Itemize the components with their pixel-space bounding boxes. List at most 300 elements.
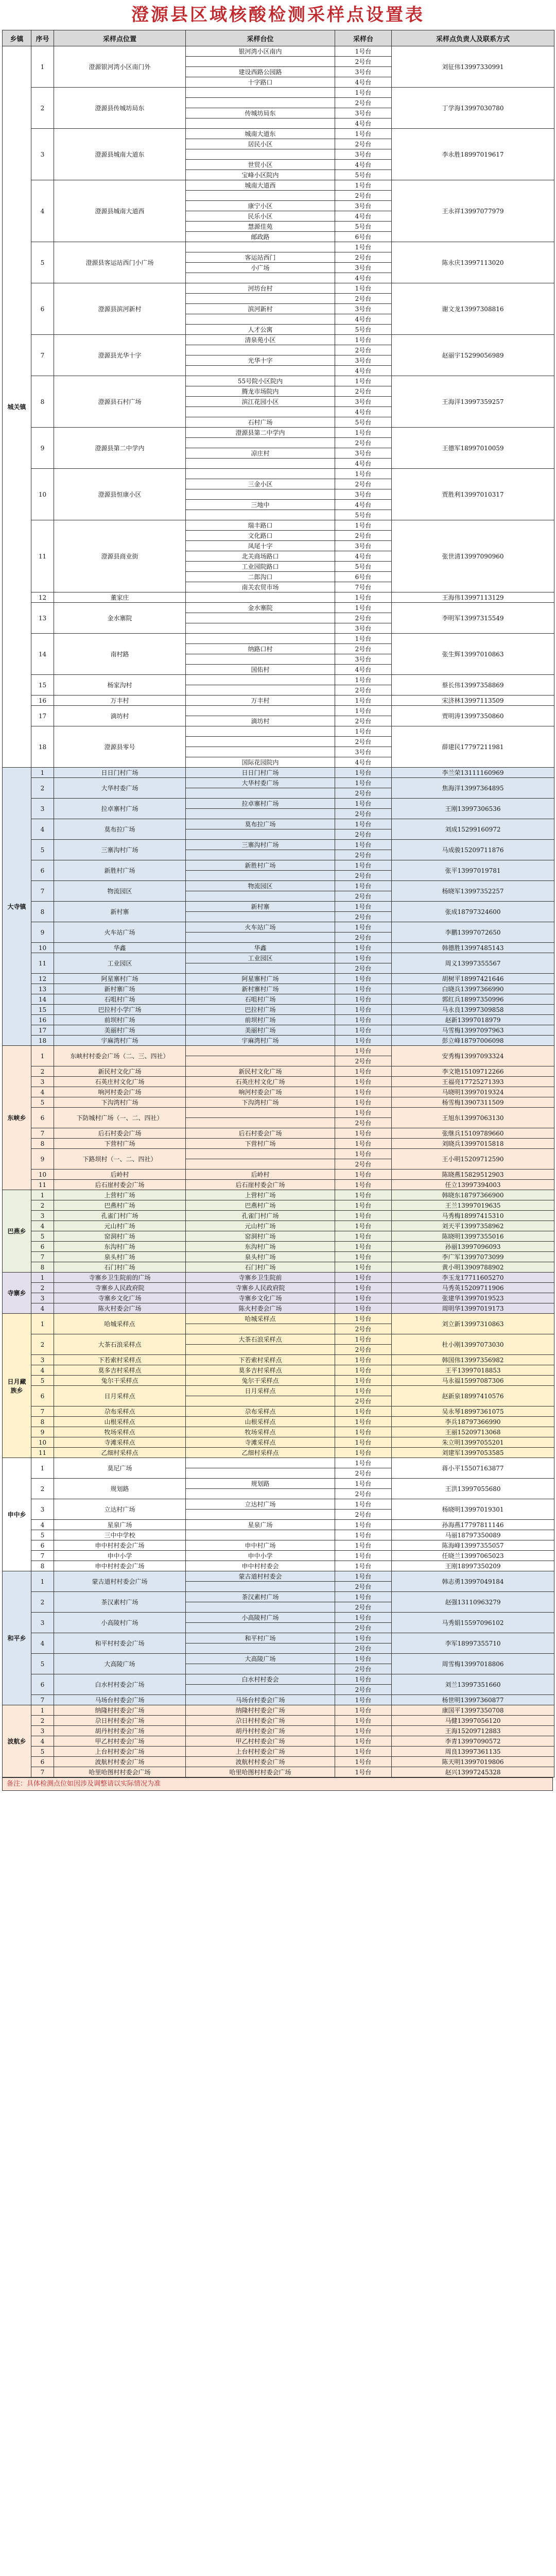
contact-cell: 刘天平13997358962 [392, 1221, 554, 1231]
contact-cell: 蒋小平15507163877 [392, 1458, 554, 1479]
index-cell: 4 [31, 1087, 54, 1097]
site-cell [186, 88, 335, 98]
town-cell: 东峡乡 [3, 1046, 31, 1190]
point-cell: 申中村村委会广场 [54, 1561, 186, 1571]
point-cell: 下防城村广场（一、二、四社） [54, 1108, 186, 1128]
table-row [3, 1262, 554, 1273]
stall-cell: 2号台 [335, 1685, 392, 1695]
point-cell: 石咀村广场 [54, 994, 186, 1005]
site-cell [186, 871, 335, 881]
sampling-site-table [2, 30, 554, 1777]
stall-cell: 2号台 [335, 479, 392, 489]
table-row [3, 1448, 554, 1458]
stall-cell: 1号台 [335, 1149, 392, 1159]
contact-cell: 李军18997355710 [392, 1633, 554, 1654]
stall-cell: 4号台 [335, 665, 392, 675]
table-row [3, 1005, 554, 1015]
stall-cell: 4号台 [335, 366, 392, 376]
table-row [3, 1571, 554, 1582]
stall-cell: 1号台 [335, 1036, 392, 1046]
site-cell [186, 191, 335, 201]
point-cell: 响河村委会广场 [54, 1087, 186, 1097]
stall-cell: 2号台 [335, 891, 392, 902]
site-cell: 牧场采样点 [186, 1427, 335, 1437]
site-cell [186, 1108, 335, 1118]
stall-cell: 3号台 [335, 355, 392, 366]
site-cell: 窑洞村广场 [186, 1231, 335, 1242]
site-cell: 寺寨乡文化广场 [186, 1293, 335, 1303]
site-cell: 日日门村广场 [186, 768, 335, 778]
index-cell: 13 [31, 984, 54, 994]
point-cell: 牧场采样点 [54, 1427, 186, 1437]
table-row [3, 1458, 554, 1468]
contact-cell: 胡树平18997421646 [392, 974, 554, 984]
stall-cell: 3号台 [335, 541, 392, 551]
point-cell: 澄源县第二中学内 [54, 428, 186, 469]
point-cell: 胡丹村村委会广场 [54, 1726, 186, 1736]
site-cell: 大华村委广场 [186, 778, 335, 788]
table-row [3, 706, 554, 716]
table-row [3, 860, 554, 871]
stall-cell: 4号台 [335, 273, 392, 283]
table-row [3, 1437, 554, 1448]
index-cell: 2 [31, 1200, 54, 1211]
table-row [3, 799, 554, 809]
table-row [3, 1190, 554, 1200]
stall-cell: 2号台 [335, 716, 392, 726]
table-row [3, 1200, 554, 1211]
site-cell [186, 1056, 335, 1066]
point-cell: 白水村村委会广场 [54, 1674, 186, 1695]
town-cell: 申中乡 [3, 1458, 31, 1571]
stall-cell: 1号台 [335, 1386, 392, 1396]
stall-cell: 3号台 [335, 448, 392, 459]
point-cell: 澄源县光华十字 [54, 335, 186, 376]
point-cell: 泉头村广场 [54, 1252, 186, 1262]
site-cell: 万丰村 [186, 696, 335, 706]
contact-cell: 马健13997056120 [392, 1716, 554, 1726]
table-row [3, 974, 554, 984]
site-cell: 纳隆村村委会广场 [186, 1705, 335, 1716]
index-cell: 5 [31, 1376, 54, 1386]
site-cell: 客运站西门 [186, 252, 335, 263]
stall-cell: 1号台 [335, 1097, 392, 1108]
point-cell: 兔尔干采样点 [54, 1376, 186, 1386]
site-cell: 小高陵村广场 [186, 1613, 335, 1623]
stall-cell: 1号台 [335, 881, 392, 891]
contact-cell: 刘建军13997053585 [392, 1448, 554, 1458]
site-cell [186, 1489, 335, 1499]
contact-cell: 黄小明13909788902 [392, 1262, 554, 1273]
contact-cell: 宋济林13997113509 [392, 696, 554, 706]
index-cell: 7 [31, 881, 54, 902]
stall-cell: 1号台 [335, 1170, 392, 1180]
stall-cell: 3号台 [335, 747, 392, 757]
point-cell: 马场台村委会广场 [54, 1695, 186, 1705]
point-cell: 申中村村委会广场 [54, 1540, 186, 1551]
table-row [3, 840, 554, 850]
stall-cell: 1号台 [335, 1025, 392, 1036]
site-cell: 申中村广场 [186, 1540, 335, 1551]
site-cell: 石英庄村文化广场 [186, 1077, 335, 1087]
contact-cell: 白晓兵13997366990 [392, 984, 554, 994]
site-cell: 南关农贸市场 [186, 582, 335, 592]
table-row [3, 1128, 554, 1139]
contact-cell: 谢文龙13997308816 [392, 283, 554, 335]
contact-cell: 马秀娟15597096102 [392, 1613, 554, 1633]
contact-cell: 李兰荣13111160969 [392, 768, 554, 778]
site-cell [186, 1602, 335, 1613]
stall-cell: 2号台 [335, 57, 392, 67]
point-cell: 申中小学 [54, 1551, 186, 1561]
index-cell: 1 [31, 1273, 54, 1283]
table-row [3, 1499, 554, 1510]
table-row [3, 520, 554, 531]
index-cell: 4 [31, 1633, 54, 1654]
site-cell: 火车站广场 [186, 922, 335, 933]
table-row [3, 1705, 554, 1716]
site-cell: 光华十字 [186, 355, 335, 366]
index-cell: 11 [31, 1180, 54, 1190]
stall-cell: 2号台 [335, 1489, 392, 1499]
stall-cell: 1号台 [335, 1633, 392, 1643]
site-cell [186, 747, 335, 757]
stall-cell: 1号台 [335, 943, 392, 953]
point-cell: 阿星寨村广场 [54, 974, 186, 984]
stall-cell: 1号台 [335, 1314, 392, 1324]
point-cell: 尕日村村委会广场 [54, 1716, 186, 1726]
site-cell: 十字路口 [186, 77, 335, 88]
contact-cell: 任立13997394003 [392, 1180, 554, 1190]
site-cell: 纳路口村 [186, 644, 335, 654]
index-cell: 16 [31, 696, 54, 706]
town-cell: 寺寨乡 [3, 1273, 31, 1314]
town-cell: 和平乡 [3, 1571, 31, 1705]
contact-cell: 李鹏13997072650 [392, 922, 554, 943]
index-cell: 8 [31, 376, 54, 428]
point-cell: 巴拉村小学广场 [54, 1005, 186, 1015]
site-cell: 三金小区 [186, 479, 335, 489]
contact-cell: 王洪13997055680 [392, 1479, 554, 1499]
table-row [3, 1283, 554, 1293]
site-cell: 胡丹村村委会广场 [186, 1726, 335, 1736]
site-cell: 华鑫 [186, 943, 335, 953]
site-cell: 寺滩采样点 [186, 1437, 335, 1448]
point-cell: 后石崖村委会广场 [54, 1180, 186, 1190]
contact-cell: 杨雪梅13907311509 [392, 1097, 554, 1108]
stall-cell: 5号台 [335, 170, 392, 180]
site-cell: 申中小学 [186, 1551, 335, 1561]
point-cell: 上台村村委会广场 [54, 1747, 186, 1757]
contact-cell: 孙丽13997096093 [392, 1242, 554, 1252]
site-cell: 下若索村采样点 [186, 1355, 335, 1365]
stall-cell: 1号台 [335, 469, 392, 479]
index-cell: 4 [31, 1736, 54, 1747]
site-cell: 后石崖村委会广场 [186, 1180, 335, 1190]
site-cell: 上营村广场 [186, 1190, 335, 1200]
site-cell [186, 1510, 335, 1520]
point-cell: 后石村委会广场 [54, 1128, 186, 1139]
column-header-point: 采样点位置 [54, 30, 186, 46]
contact-cell: 王旭东13997063130 [392, 1108, 554, 1128]
site-cell [186, 438, 335, 448]
contact-cell: 任晓兰13997065023 [392, 1551, 554, 1561]
stall-cell: 4号台 [335, 459, 392, 469]
stall-cell: 2号台 [335, 1345, 392, 1355]
contact-cell: 张建华13997019523 [392, 1293, 554, 1303]
contact-cell: 王刚13997306536 [392, 799, 554, 819]
stall-cell: 1号台 [335, 1066, 392, 1077]
point-cell: 星泉广场 [54, 1520, 186, 1530]
site-cell: 工业园院路口 [186, 562, 335, 572]
stall-cell: 1号台 [335, 1540, 392, 1551]
contact-cell: 马雪梅13997097963 [392, 1025, 554, 1036]
table-row [3, 1015, 554, 1025]
stall-cell: 1号台 [335, 1406, 392, 1417]
point-cell: 哈里哈图村村委会广场 [54, 1767, 186, 1777]
index-cell: 10 [31, 943, 54, 953]
point-cell: 澄源县零号 [54, 726, 186, 768]
contact-cell: 康国平13997350708 [392, 1705, 554, 1716]
index-cell: 8 [31, 1561, 54, 1571]
table-row [3, 1592, 554, 1602]
table-row [3, 1303, 554, 1314]
site-cell: 新村寨 [186, 902, 335, 912]
contact-cell: 贾明涛13997350860 [392, 706, 554, 726]
index-cell: 7 [31, 1767, 54, 1777]
index-cell: 3 [31, 1355, 54, 1365]
site-cell: 陈火村委会广场 [186, 1303, 335, 1314]
stall-cell: 2号台 [335, 1510, 392, 1520]
index-cell: 5 [31, 1654, 54, 1674]
stall-cell: 1号台 [335, 706, 392, 716]
index-cell: 2 [31, 1592, 54, 1613]
contact-cell: 刘立新13997310863 [392, 1314, 554, 1334]
table-row [3, 1077, 554, 1087]
site-cell: 响河村委会广场 [186, 1087, 335, 1097]
stall-cell: 1号台 [335, 1674, 392, 1685]
stall-cell: 4号台 [335, 118, 392, 129]
stall-cell: 1号台 [335, 1005, 392, 1015]
table-row [3, 1417, 554, 1427]
site-cell [186, 1324, 335, 1334]
point-cell: 工业园区 [54, 953, 186, 974]
table-row [3, 242, 554, 252]
contact-cell: 张世清13997090960 [392, 520, 554, 592]
stall-cell: 1号台 [335, 283, 392, 294]
site-cell [186, 1159, 335, 1170]
table-row [3, 1252, 554, 1262]
table-row [3, 1654, 554, 1664]
stall-cell: 2号台 [335, 912, 392, 922]
site-cell: 新民村文化广场 [186, 1066, 335, 1077]
stall-cell: 2号台 [335, 438, 392, 448]
site-cell: 兔尔干采样点 [186, 1376, 335, 1386]
table-row [3, 1231, 554, 1242]
point-cell: 下营村广场 [54, 1139, 186, 1149]
index-cell: 12 [31, 592, 54, 603]
site-cell: 日月采样点 [186, 1386, 335, 1396]
site-cell [186, 1623, 335, 1633]
site-cell [186, 1468, 335, 1479]
index-cell: 12 [31, 974, 54, 984]
index-cell: 6 [31, 1386, 54, 1406]
stall-cell: 1号台 [335, 984, 392, 994]
point-cell: 董家庄 [54, 592, 186, 603]
table-row [3, 1087, 554, 1097]
stall-cell: 2号台 [335, 788, 392, 799]
site-cell [186, 489, 335, 500]
contact-cell: 王海洋13997359257 [392, 376, 554, 428]
contact-cell: 李永胜18997019617 [392, 129, 554, 180]
site-cell [186, 294, 335, 304]
contact-cell: 蔡长伟13997358869 [392, 675, 554, 696]
index-cell: 3 [31, 129, 54, 180]
index-cell: 17 [31, 1025, 54, 1036]
table-row [3, 1674, 554, 1685]
stall-cell: 2号台 [335, 531, 392, 541]
site-cell [186, 1530, 335, 1540]
stall-cell: 1号台 [335, 428, 392, 438]
point-cell: 石英庄村文化广场 [54, 1077, 186, 1087]
point-cell: 宇麻湾村广场 [54, 1036, 186, 1046]
stall-cell: 2号台 [335, 1623, 392, 1633]
site-cell: 澄源县第二中学内 [186, 428, 335, 438]
stall-cell: 1号台 [335, 46, 392, 57]
point-cell: 澄源县城南大道西 [54, 180, 186, 242]
index-cell: 3 [31, 1077, 54, 1087]
site-cell [186, 57, 335, 67]
stall-cell: 2号台 [335, 933, 392, 943]
site-cell: 白水村村委会 [186, 1674, 335, 1685]
site-cell: 小广场 [186, 263, 335, 273]
stall-cell: 1号台 [335, 1293, 392, 1303]
contact-cell: 赵兴13997245328 [392, 1767, 554, 1777]
site-cell [186, 1149, 335, 1159]
index-cell: 8 [31, 1262, 54, 1273]
site-cell: 哈里哈图村村委会广场 [186, 1767, 335, 1777]
site-cell: 北关商场路口 [186, 551, 335, 562]
point-cell: 窑洞村广场 [54, 1231, 186, 1242]
stall-cell: 1号台 [335, 1200, 392, 1211]
table-row [3, 675, 554, 685]
contact-cell: 李青13997090572 [392, 1736, 554, 1747]
point-cell: 寺寨乡卫生院前的广场 [54, 1273, 186, 1283]
site-cell [186, 654, 335, 665]
stall-cell: 1号台 [335, 1139, 392, 1149]
column-header-contact: 采样点负责人及联系方式 [392, 30, 554, 46]
table-row [3, 1406, 554, 1417]
stall-cell: 1号台 [335, 1499, 392, 1510]
stall-cell: 1号台 [335, 603, 392, 613]
table-row [3, 1334, 554, 1345]
point-cell: 下沟湾村广场 [54, 1097, 186, 1108]
site-cell: 乙细村采样点 [186, 1448, 335, 1458]
stall-cell: 1号台 [335, 778, 392, 788]
stall-cell: 1号台 [335, 88, 392, 98]
stall-cell: 4号台 [335, 500, 392, 510]
site-cell [186, 809, 335, 819]
table-row [3, 1293, 554, 1303]
point-cell: 波航村村委会广场 [54, 1757, 186, 1767]
stall-cell: 3号台 [335, 201, 392, 211]
index-cell: 2 [31, 1716, 54, 1726]
table-row [3, 1180, 554, 1190]
index-cell: 7 [31, 335, 54, 376]
point-cell: 万丰村 [54, 696, 186, 706]
stall-cell: 1号台 [335, 1283, 392, 1293]
site-cell [186, 1046, 335, 1056]
stall-cell: 4号台 [335, 314, 392, 325]
site-cell [186, 345, 335, 355]
index-cell: 6 [31, 1674, 54, 1695]
stall-cell: 5号台 [335, 562, 392, 572]
site-cell: 马场台村委会广场 [186, 1695, 335, 1705]
contact-cell: 韩晓东18797366900 [392, 1190, 554, 1200]
contact-cell: 马永良13997309858 [392, 1005, 554, 1015]
point-cell: 南村路 [54, 634, 186, 675]
contact-cell: 陈海峰13997355057 [392, 1540, 554, 1551]
point-cell: 火车站广场 [54, 922, 186, 943]
stall-cell: 2号台 [335, 829, 392, 840]
column-header-town: 乡镇 [3, 30, 31, 46]
stall-cell: 1号台 [335, 922, 392, 933]
point-cell: 寺滩采样点 [54, 1437, 186, 1448]
stall-cell: 2号台 [335, 345, 392, 355]
index-cell: 16 [31, 1015, 54, 1025]
point-cell: 拉卓寨村广场 [54, 799, 186, 819]
town-cell: 巴燕乡 [3, 1190, 31, 1273]
site-cell: 文化路口 [186, 531, 335, 541]
page-title: 澄源县区域核酸检测采样点设置表 [131, 5, 425, 25]
point-cell: 美丽村广场 [54, 1025, 186, 1036]
site-cell: 慧源佳苑 [186, 222, 335, 232]
stall-cell: 1号台 [335, 726, 392, 737]
site-cell: 哈城采样点 [186, 1314, 335, 1324]
point-cell: 大华村委广场 [54, 778, 186, 799]
site-cell [186, 1345, 335, 1355]
index-cell: 6 [31, 1540, 54, 1551]
point-cell: 新民村文化广场 [54, 1066, 186, 1077]
table-row [3, 1479, 554, 1489]
town-cell: 日月藏族乡 [3, 1314, 31, 1458]
point-cell: 茶汉素村广场 [54, 1592, 186, 1613]
site-cell: 寺寨乡卫生院前 [186, 1273, 335, 1283]
point-cell: 和平村村委会广场 [54, 1633, 186, 1654]
index-cell: 1 [31, 1705, 54, 1716]
site-cell [186, 118, 335, 129]
stall-cell: 1号台 [335, 1211, 392, 1221]
index-cell: 4 [31, 180, 54, 242]
point-cell: 东沟村广场 [54, 1242, 186, 1252]
index-cell: 2 [31, 88, 54, 129]
stall-cell: 1号台 [335, 1437, 392, 1448]
table-row [3, 1242, 554, 1252]
point-cell: 澄源县客运站西门小广场 [54, 242, 186, 283]
site-cell: 55号院小区院内 [186, 376, 335, 386]
point-cell: 规划路 [54, 1479, 186, 1499]
stall-cell: 1号台 [335, 1108, 392, 1118]
index-cell: 1 [31, 1190, 54, 1200]
index-cell: 10 [31, 1170, 54, 1180]
site-cell [186, 314, 335, 325]
contact-cell: 张成18797324600 [392, 902, 554, 922]
site-cell [186, 829, 335, 840]
site-cell: 新胜村广场 [186, 860, 335, 871]
index-cell: 3 [31, 1613, 54, 1633]
point-cell: 石门村广场 [54, 1262, 186, 1273]
contact-cell: 赵丽宇15299056989 [392, 335, 554, 376]
